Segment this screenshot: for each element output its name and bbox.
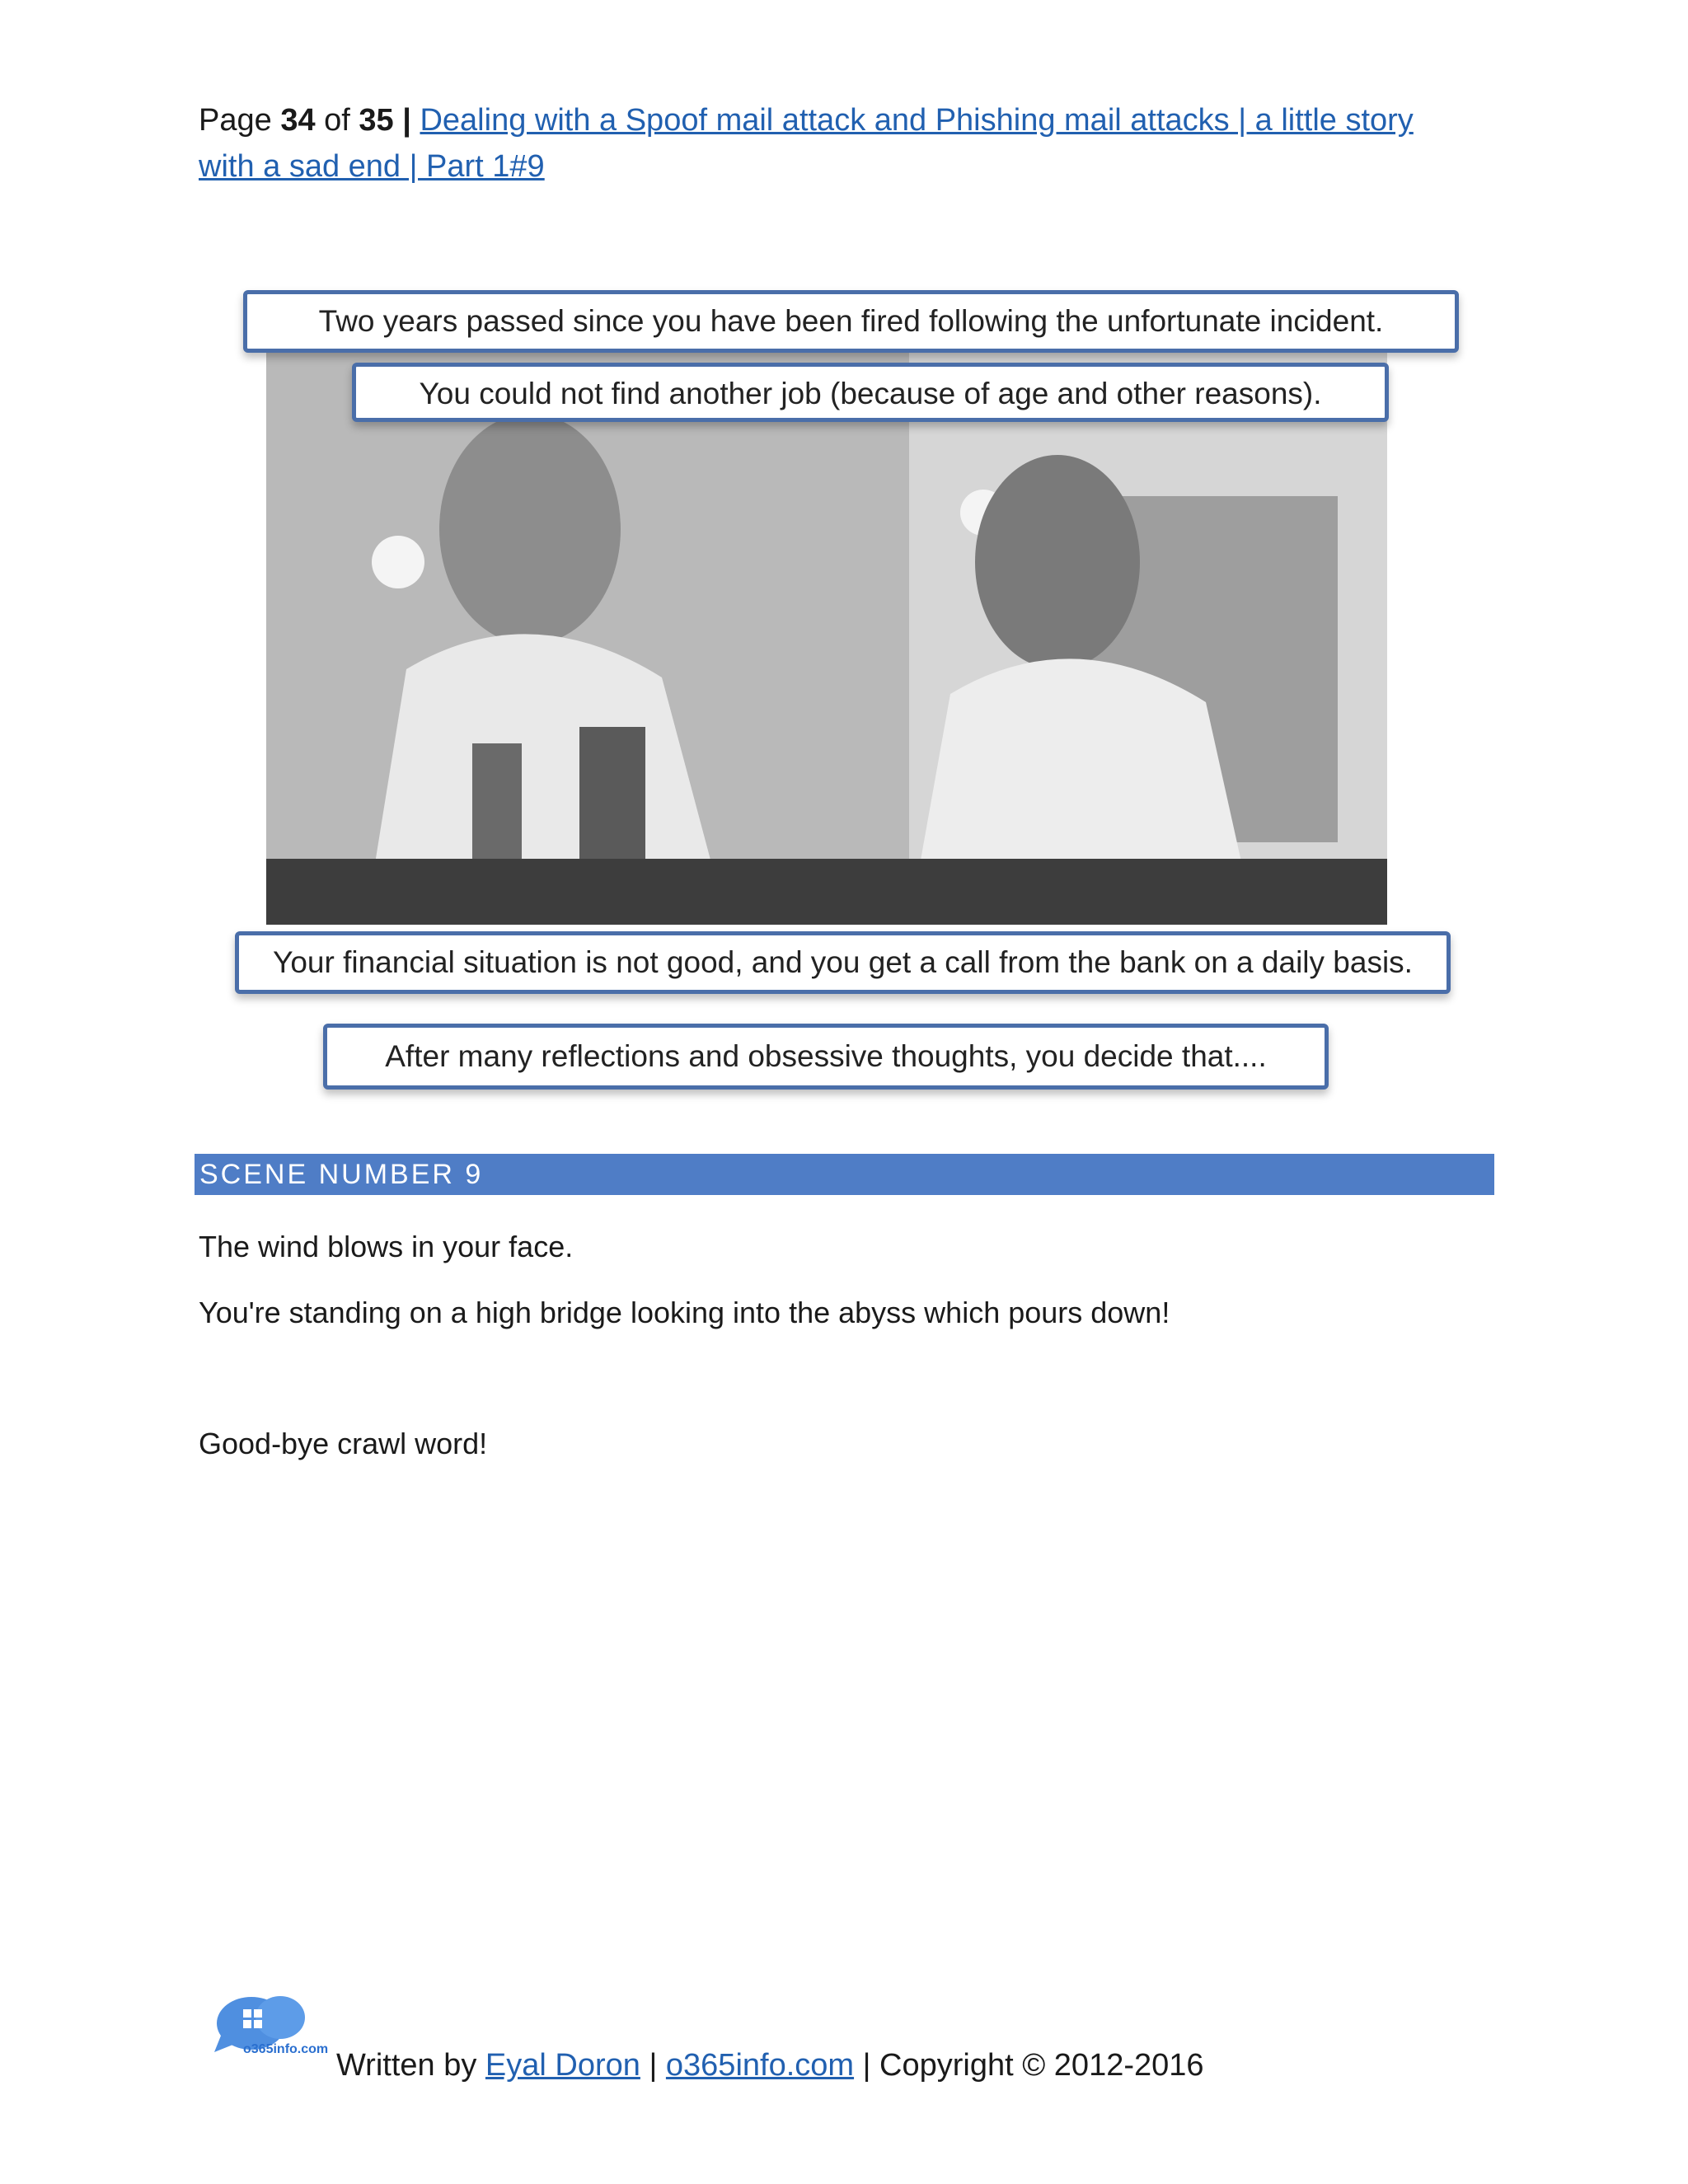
body-paragraph-3: Good-bye crawl word! (199, 1427, 488, 1460)
footer-separator: | (649, 2048, 658, 2083)
site-link[interactable]: o365info.com (665, 2048, 855, 2083)
page-current: 34 (280, 103, 316, 138)
cafe-couple-photo (266, 348, 1387, 925)
page-total: 35 (359, 103, 394, 138)
written-by-label: Written by (336, 2048, 477, 2083)
copyright-text: | Copyright © 2012-2016 (862, 2048, 1204, 2083)
author-link[interactable]: Eyal Doron (485, 2048, 640, 2083)
page-of-label: of (324, 103, 350, 138)
page-label: Page (199, 103, 272, 138)
article-title-link[interactable]: Dealing with a Spoof mail attack and Phishing mail attacks | a little story with a sad end | Part 1#9 (199, 103, 1414, 184)
caption-box-1: Two years passed since you have been fired following the unfortunate incident. (243, 290, 1459, 353)
logo-text: o365info.com (243, 2042, 329, 2056)
caption-box-3: Your financial situation is not good, and you get a call from the bank on a daily basis. (235, 931, 1451, 994)
scene-heading: SCENE NUMBER 9 (195, 1154, 1494, 1195)
page-footer (336, 2042, 1204, 2088)
caption-box-2: You could not find another job (because of age and other reasons). (352, 363, 1389, 422)
body-paragraph-2: You're standing on a high bridge looking into the abyss which pours down! (199, 1296, 1170, 1329)
header-separator: | (402, 103, 411, 138)
photo-drawing (266, 348, 1387, 925)
story-illustration (227, 280, 1463, 1104)
caption-box-4: After many reflections and obsessive thoughts, you decide that.... (323, 1024, 1329, 1090)
body-paragraph-1: The wind blows in your face. (199, 1230, 574, 1263)
page-header (199, 97, 1501, 190)
